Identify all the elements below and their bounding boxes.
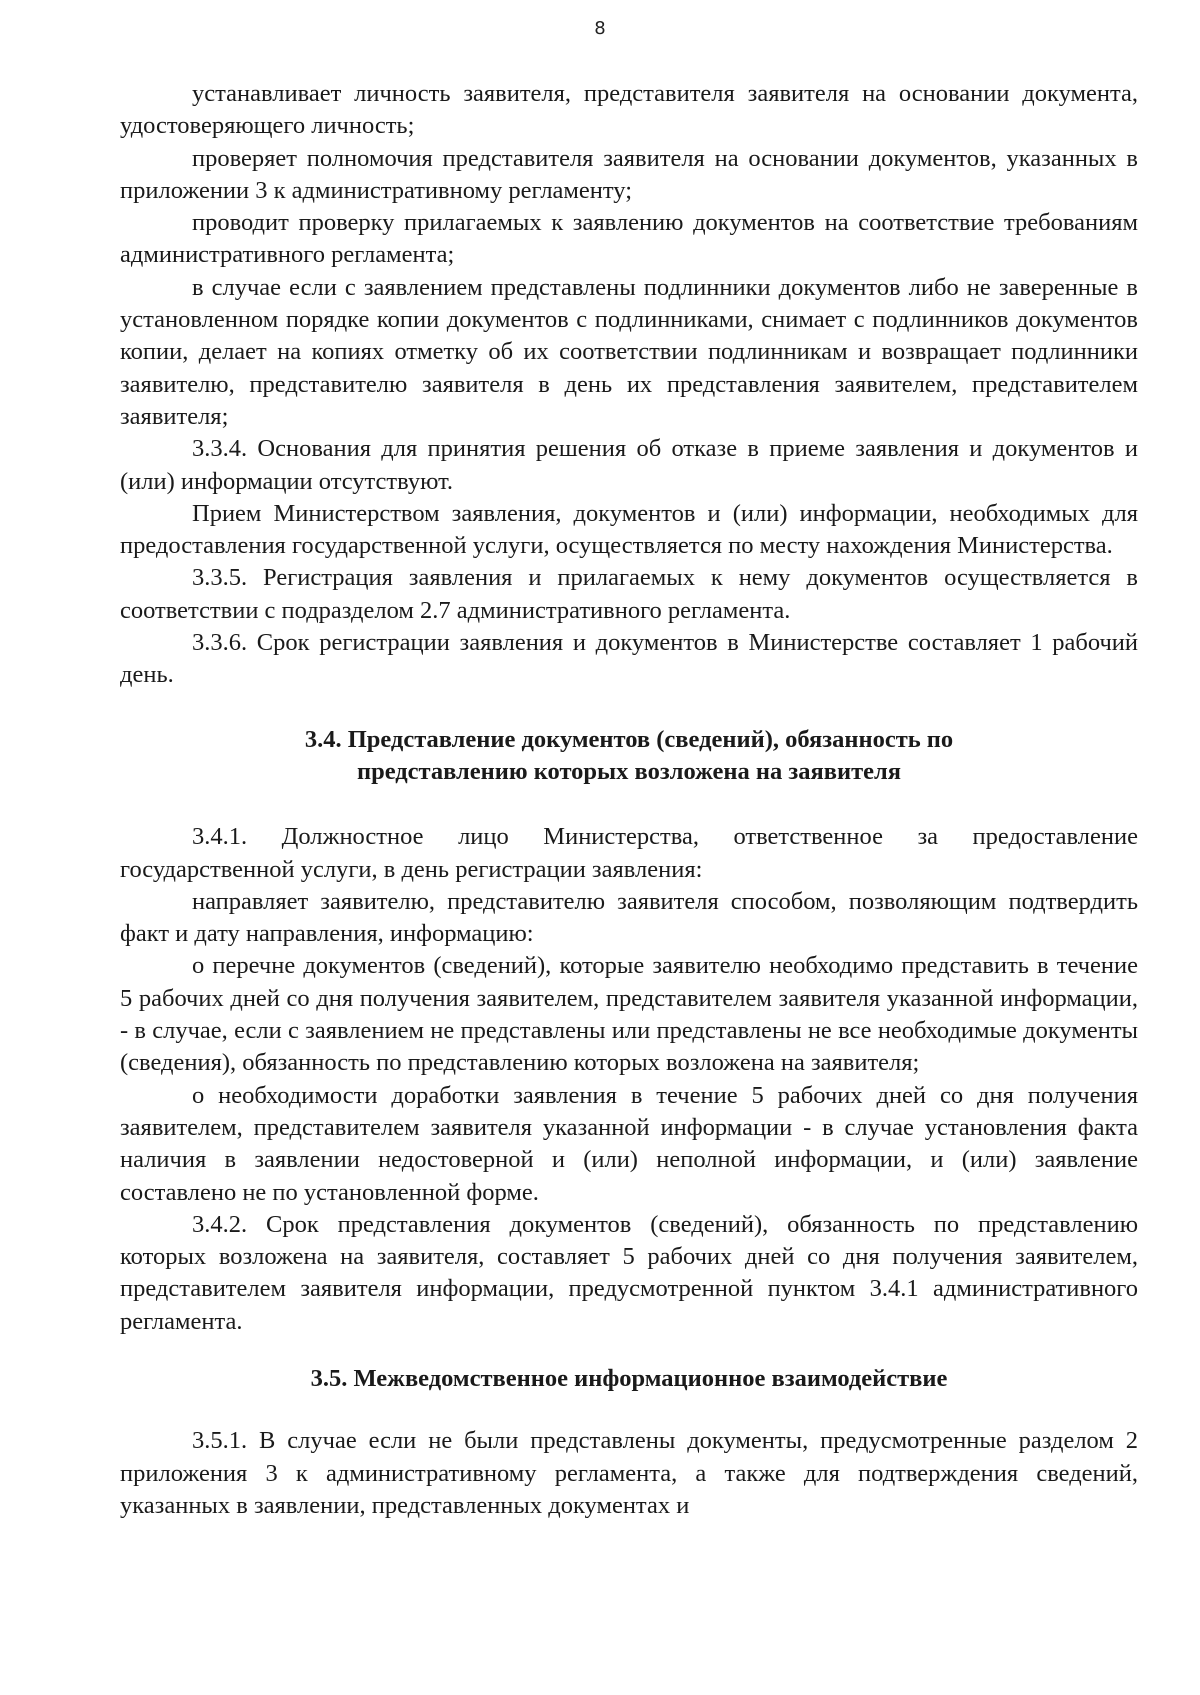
paragraph: о необходимости доработки заявления в течение 5 рабочих дней со дня получения заявителем, представителем заявителя указанной информации - в случае установления факта наличия в заявлении недостоверной и (или) неполной информации, и (или) заявление составлено не по установленной форме. bbox=[120, 1081, 1138, 1206]
paragraph: о перечне документов (сведений), которые заявителю необходимо представить в течение 5 рабочих дней со дня получения заявителем, представителем заявителя указанной информации, - в случае, если с заявлением не представлены или представлены не все необходимые документы (сведения), обязанность по представлению которых возложена на заявителя; bbox=[120, 952, 1138, 1077]
page-number: 8 bbox=[594, 18, 606, 39]
heading-line: представлению которых возложена на заявителя bbox=[356, 757, 901, 785]
paragraph: устанавливает личность заявителя, представителя заявителя на основании документа, удостоверяющего личность; bbox=[120, 80, 1138, 140]
paragraph: 3.4.1. Должностное лицо Министерства, ответственное за предоставление государственной услуги, в день регистрации заявления: bbox=[120, 823, 1138, 883]
paragraph: 3.3.4. Основания для принятия решения об отказе в приеме заявления и документов и (или) информации отсутствуют. bbox=[120, 435, 1138, 495]
paragraph: проверяет полномочия представителя заявителя на основании документов, указанных в приложении 3 к административному регламенту; bbox=[120, 144, 1138, 204]
paragraph: 3.4.2. Срок представления документов (сведений), обязанность по представлению которых возложена на заявителя, составляет 5 рабочих дней со дня получения заявителем, представителем заявителя информации, предусмотренной пунктом 3.4.1 административного регламента. bbox=[120, 1210, 1138, 1335]
section-heading-3-4 bbox=[120, 724, 1138, 789]
paragraph: 3.3.5. Регистрация заявления и прилагаемых к нему документов осуществляется в соответствии с подразделом 2.7 административного регламента. bbox=[120, 564, 1138, 624]
paragraph: 3.3.6. Срок регистрации заявления и документов в Министерстве составляет 1 рабочий день. bbox=[120, 629, 1138, 689]
paragraph: в случае если с заявлением представлены подлинники документов либо не заверенные в установленном порядке копии документов с подлинниками, снимает с подлинников документов копии, делает на копиях отметку об их соответствии подлинникам и возвращает подлинники заявителю, представителю заявителя в день их представления заявителем, представителем заявителя; bbox=[120, 273, 1138, 430]
section-heading-3-5: 3.5. Межведомственное информационное взаимодействие bbox=[310, 1364, 948, 1392]
paragraph: проводит проверку прилагаемых к заявлению документов на соответствие требованиям административного регламента; bbox=[120, 209, 1138, 269]
paragraph: 3.5.1. В случае если не были представлены документы, предусмотренные разделом 2 приложения 3 к административному регламента, а также для подтверждения сведений, указанных в заявлении, представленных документах и bbox=[120, 1427, 1138, 1519]
heading-line: 3.4. Представление документов (сведений), обязанность по bbox=[304, 725, 954, 753]
document-body bbox=[120, 78, 1138, 1522]
paragraph: направляет заявителю, представителю заявителя способом, позволяющим подтвердить факт и дату направления, информацию: bbox=[120, 887, 1138, 948]
paragraph: Прием Министерством заявления, документов и (или) информации, необходимых для предоставления государственной услуги, осуществляется по месту нахождения Министерства. bbox=[120, 499, 1138, 560]
